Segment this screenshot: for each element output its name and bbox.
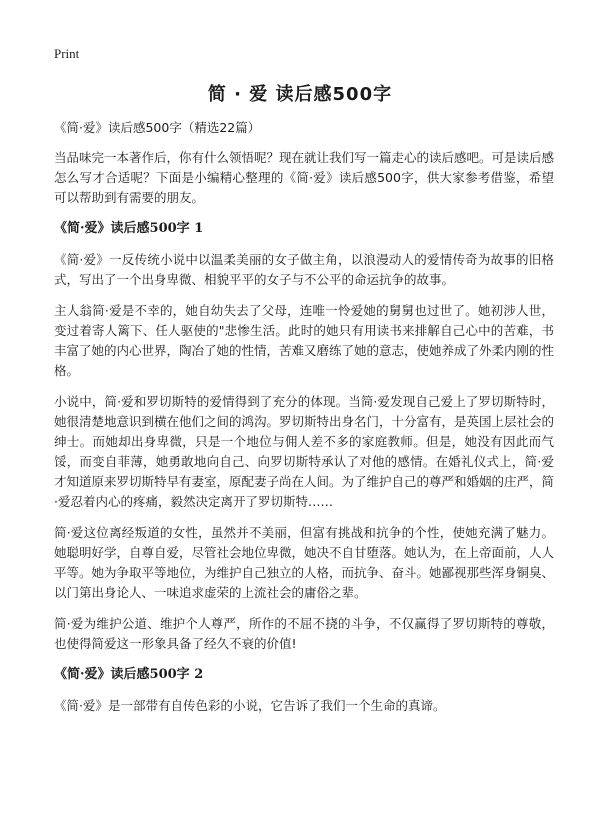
document-body: [54, 118, 554, 727]
print-link[interactable]: Print: [54, 46, 80, 61]
paragraph: 小说中，简·爱和罗切斯特的爱情得到了充分的体现。当简·爱发现自己爱上了罗切斯特时，她很清楚地意识到横在他们之间的鸿沟。罗切斯特出身名门，十分富有，是英国上层社会的绅士。而她却出身卑微，只是一个地位与佣人差不多的家庭教师。但是，她没有因此而气馁，而变自菲薄，她勇敢地向自己、向罗切斯特承认了对他的感情。在婚礼仪式上，简·爱才知道原来罗切斯特早有妻室，原配妻子尚在人间。为了维护自己的尊严和婚姻的庄严，简·爱忍着内心的疼痛，毅然决定离开了罗切斯特……: [54, 394, 555, 509]
paragraph: 《简·爱》是一部带有自传色彩的小说，它告诉了我们一个生命的真谛。: [54, 698, 446, 713]
document-subtitle: 《简·爱》读后感500字（精选22篇）: [54, 120, 261, 135]
paragraph: 简·爱这位离经叛道的女性，虽然并不美丽，但富有挑战和抗争的个性，使她充满了魅力。她聪明好学，自尊自爱，尽管社会地位卑微，她决不自甘堕落。她认为，在上帝面前，人人平等。她为争取平等地位，为维护自己独立的人格，而抗争、奋斗。她鄙视那些浑身铜臭、以门第出身论人、一味追求虚荣的上流社会的庸俗之辈。: [54, 525, 555, 600]
intro-paragraph: 当品味完一本著作后，你有什么领悟呢？现在就让我们写一篇走心的读后感吧。可是读后感怎么写才合适呢？下面是小编精心整理的《简·爱》读后感500字，供大家参考借鉴，希望可以帮助到有需要的朋友。: [54, 150, 555, 205]
page-title: 简 · 爱 读后感500字: [207, 84, 393, 105]
paragraph: 主人翁简·爱是不幸的，她自幼失去了父母，连唯一怜爱她的舅舅也过世了。她初涉人世，变过着寄人篱下、任人驱使的"悲惨生活。此时的她只有用读书来排解自己心中的苦难，书丰富了她的内心世界，陶冶了她的性情，苦难又磨练了她的意志，使她养成了外柔内刚的性格。: [54, 303, 555, 378]
section-heading: 《简·爱》读后感500字 1: [54, 221, 204, 236]
paragraph: 《简·爱》一反传统小说中以温柔美丽的女子做主角，以浪漫动人的爱情传奇为故事的旧格式，写出了一个出身卑微、相貌平平的女子与不公平的命运抗争的故事。: [54, 252, 554, 287]
paragraph: 简·爱为维护公道、维护个人尊严，所作的不屈不挠的斗争，不仅赢得了罗切斯特的尊敬，也使得简爱这一形象具备了经久不衰的价值!: [54, 616, 554, 651]
section-heading: 《简·爱》读后感500字 2: [54, 667, 204, 682]
